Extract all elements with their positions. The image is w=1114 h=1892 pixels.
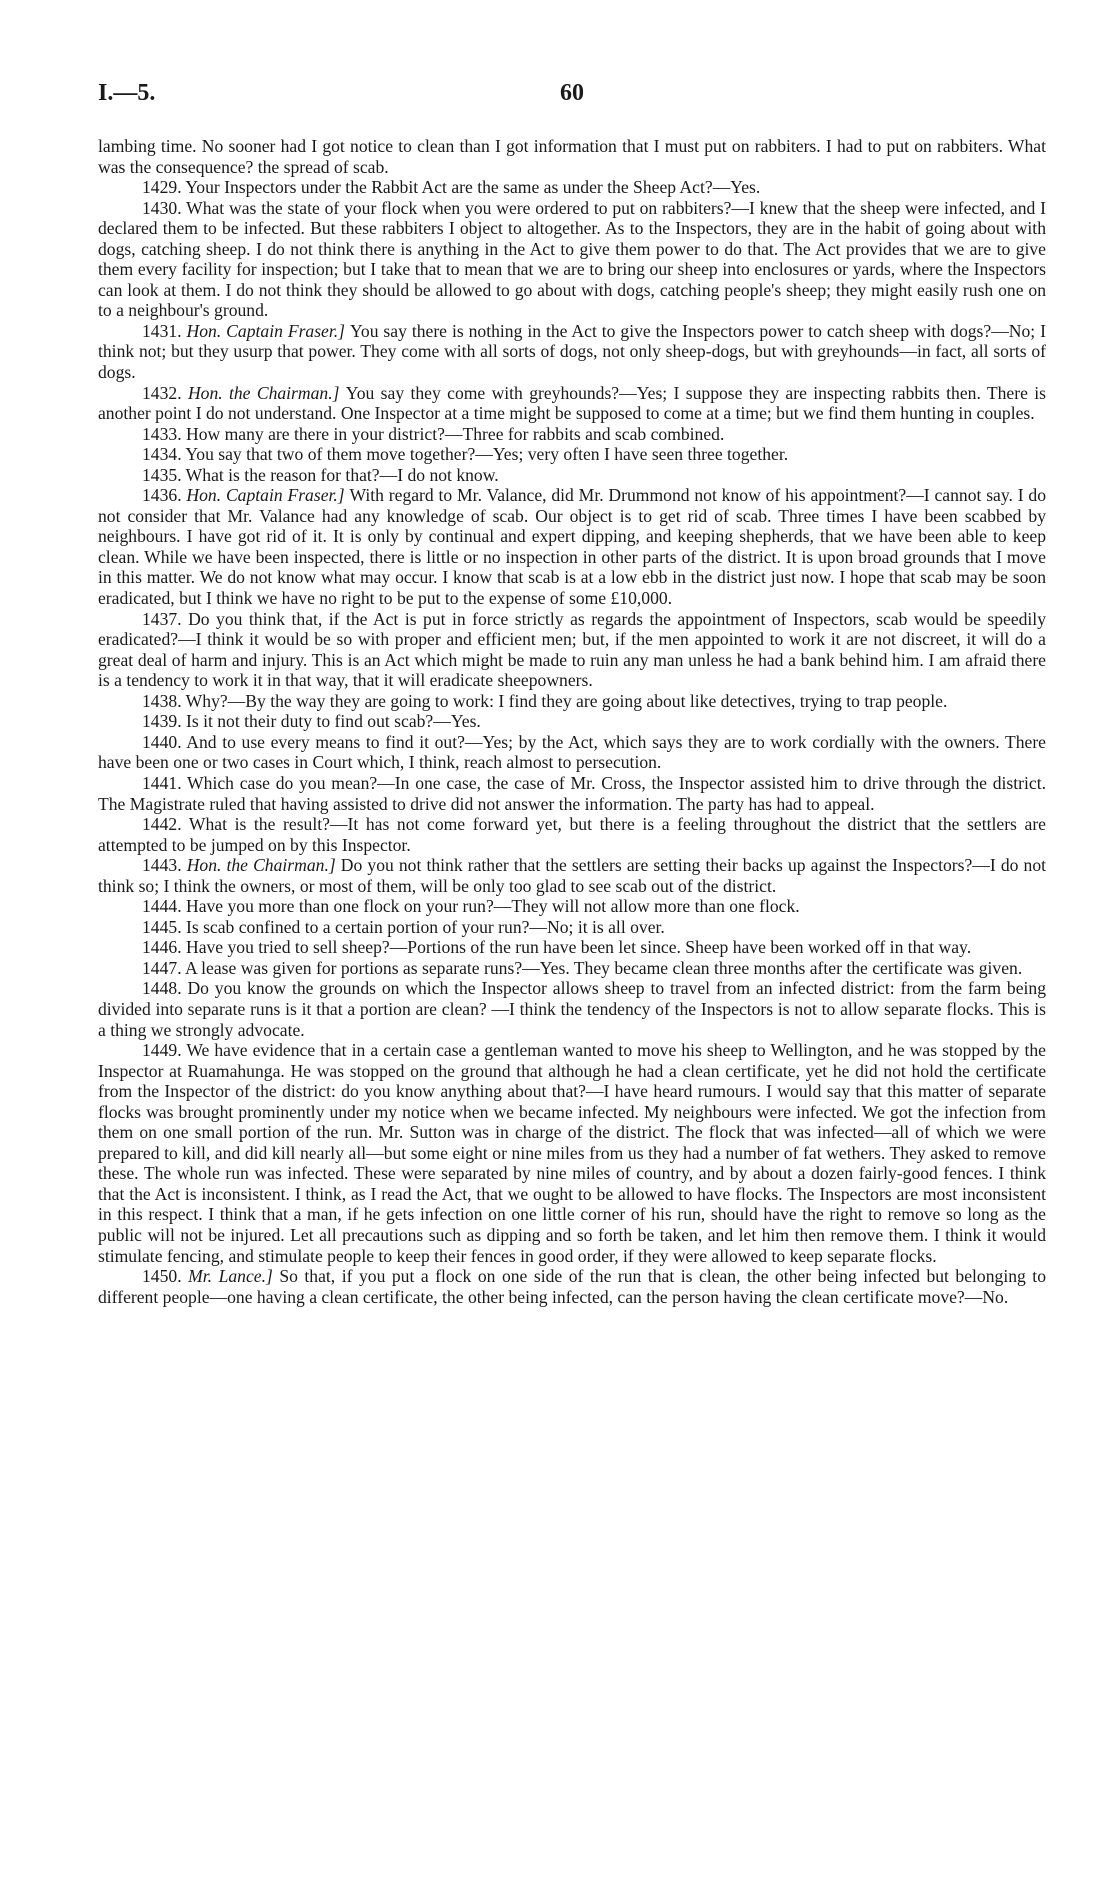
paragraph-text: Why?—By the way they are going to work: I find they are going about like detectives, trying to trap people. [185,690,948,711]
question-number: 1436. [142,485,187,506]
speaker-name: Hon. the Chairman.] [186,855,341,876]
question-number: 1442. [142,814,189,835]
question-number: 1435. [142,464,186,485]
question-number: 1430. [142,197,187,218]
page-number: 60 [560,80,584,106]
paragraph-text: What is the result?—It has not come forward yet, but there is a feeling throughout the district that the settlers are attempted to be jumped on by this Inspector. [98,814,1046,855]
question-number: 1432. [142,382,188,403]
paragraph-text: Have you tried to sell sheep?—Portions of the run have been let since. Sheep have been worked off in that way. [185,937,972,958]
question-number: 1439. [142,711,186,732]
question-1439 [98,711,1046,732]
paragraph-text: Do you think that, if the Act is put in force strictly as regards the appointment of Inspectors, scab would be speedily eradicated?—I think it would be so with proper and efficient men; but, if the men appointed to work it are not discreet, it will do a great deal of harm and injury. This is an Act which might be made to ruin any man unless he had a bank behind him. I am afraid there is a tendency to work it in that way, that it will eradicate sheepowners. [98,608,1046,691]
question-number: 1431. [142,320,187,341]
paragraph-text: With regard to Mr. Valance, did Mr. Drummond not know of his appointment?—I cannot say. I do not consider that Mr. Valance had any knowledge of scab. Our object is to get rid of scab. Three times I have been scabbed by neighbours. I have got rid of it. It is only by continual and expert dipping, and keeping shepherds, that we have been able to keep clean. While we have been inspected, there is little or no inspection in other parts of the district. It is upon broad grounds that I move in this matter. We do not know what may occur. I know that scab is at a low ebb in the district just now. I hope that scab may be soon eradicated, but I think we have no right to be put to the expense of some £10,000. [98,485,1047,609]
question-number: 1429. [142,177,186,198]
paragraph-text: Is it not their duty to find out scab?—Yes. [185,711,481,732]
question-1441 [98,773,1046,814]
speaker-name: Mr. Lance.] [188,1266,280,1287]
question-number: 1448. [142,978,188,999]
question-1448 [98,978,1046,1040]
paragraph-text: Which case do you mean?—In one case, the case of Mr. Cross, the Inspector assisted him to drive through the district. The Magistrate ruled that having assisted to drive did not answer the information. The party has had to appeal. [98,772,1046,814]
question-1432 [98,383,1046,424]
question-1430 [98,198,1046,321]
question-1447 [98,958,1046,979]
question-number: 1437. [142,608,189,629]
question-number: 1434. [142,444,186,465]
paragraph-text: What was the state of your flock when you were ordered to put on rabbiters?—I knew that the sheep were infected, and I declared them to be infected. But these rabbiters I object to altogether. As to the Inspectors, they are in the habit of going about with dogs, catching sheep. I do not think there is anything in the Act to give them power to do that. The Act provides that we are to give them every facility for inspection; but I take that to mean that we are to bring our sheep into enclosures or yards, where the Inspectors can look at them. I do not think they should be allowed to go about with dogs, catching people's sheep; they might easily rush one on to a neighbour's ground. [98,197,1046,321]
paragraph-text: Is scab confined to a certain portion of your run?—No; it is all over. [185,916,665,937]
question-1429 [98,177,1046,198]
paragraph-text: Have you more than one flock on your run?—They will not allow more than one flock. [185,896,800,917]
question-1446 [98,937,1046,958]
paragraph-text: We have evidence that in a certain case a gentleman wanted to move his sheep to Wellington, and he was stopped by the Inspector at Ruamahunga. He was stopped on the ground that although he had a clean certificate, yet he did not hold the certificate from the Inspector of the district: do you know anything about that?—I have heard rumours. I would say that this matter of separate flocks was brought prominently under my notice when we became infected. My neighbours were infected. We got the infection from them on one small portion of the run. Mr. Sutton was in charge of the district. The flock that was infected—all of which we were prepared to kill, and did kill nearly all—but some eight or nine miles from us they had a number of fat wethers. They asked to remove these. The whole run was infected. These were separated by nine miles of country, and by about a dozen fairly-good fences. I think that the Act is inconsistent. I think, as I read the Act, that we ought to be allowed to have flocks. The Inspectors are most inconsistent in this respect. I think that a man, if he gets infection on one little corner of his run, should have the right to remove so long as the public will not be injured. Let all precautions such as dipping and so forth be taken, and let him then remove them. I think it would stimulate fencing, and stimulate people to keep their fences in good order, if they were allowed to keep separate flocks. [98,1040,1046,1266]
speaker-name: Hon. Captain Fraser.] [186,320,350,341]
paragraph-text: You say there is nothing in the Act to give the Inspectors power to catch sheep with dogs?—No; I think not; but they usurp that power. They come with all sorts of dogs, not only sheep-dogs, but with greyhounds—in fact, all sorts of dogs. [98,320,1046,383]
question-1438 [98,691,1046,712]
page-header [98,80,1046,116]
question-number: 1449. [142,1040,187,1061]
question-number: 1450. [142,1266,189,1287]
question-number: 1438. [142,690,186,711]
paragraph-text: And to use every means to find it out?—Yes; by the Act, which says they are to work cordially with the owners. There have been one or two cases in Court which, I think, reach almost to persecution. [98,731,1046,773]
question-number: 1445. [142,916,186,937]
paragraph-text: So that, if you put a flock on one side of the run that is clean, the other being infected but belonging to different people—one having a clean certificate, the other being infected, can the person having the clean certificate move?—No. [98,1266,1046,1307]
parliamentary-paper-reference: I.—5. [98,80,156,106]
question-1444 [98,896,1046,917]
paragraph-text: Do you not think rather that the settlers are setting their backs up against the Inspectors?—I do not think so; I think the owners, or most of them, will be only too glad to see scab out of the district. [98,855,1047,896]
question-number: 1440. [142,731,187,752]
question-1433 [98,424,1046,445]
question-1450 [98,1266,1046,1307]
question-number: 1443. [142,855,187,876]
paragraph-text: Do you know the grounds on which the Inspector allows sheep to travel from an infected district: from the farm being divided into separate runs is it that a portion are clean? —I think the tendency of the Inspectors is not to allow separate flocks. This is a thing we strongly advocate. [98,978,1047,1040]
question-1440 [98,732,1046,773]
paragraph-text: lambing time. No sooner had I got notice to clean than I got information that I must put on rabbiters. I had to put on rabbiters. What was the consequence? the spread of scab. [98,136,1046,177]
question-number: 1447. [142,957,186,978]
question-1436 [98,485,1046,608]
question-1449 [98,1040,1046,1266]
question-number: 1444. [142,896,186,917]
question-1434 [98,444,1046,465]
question-number: 1446. [142,937,186,958]
paragraph-text: Your Inspectors under the Rabbit Act are the same as under the Sheep Act?—Yes. [185,177,761,198]
paragraph-text: You say that two of them move together?—Yes; very often I have seen three together. [185,444,789,465]
paragraph-text: How many are there in your district?—Three for rabbits and scab combined. [185,423,725,444]
question-1445 [98,917,1046,938]
paragraph-text: You say they come with greyhounds?—Yes; I suppose they are inspecting rabbits then. There is another point I do not understand. One Inspector at a time might be supposed to come at a time; but we find them hunting in couples. [98,382,1046,424]
question-1435 [98,465,1046,486]
question-1442 [98,814,1046,855]
question-1443 [98,855,1046,896]
question-number: 1433. [142,423,186,444]
paragraph-text: A lease was given for portions as separate runs?—Yes. They became clean three months after the certificate was given. [185,957,1023,978]
minutes-of-evidence [98,136,1046,1307]
question-1437 [98,609,1046,691]
speaker-name: Hon. the Chairman.] [187,382,346,403]
question-1431 [98,321,1046,383]
continued-answer [98,136,1046,177]
speaker-name: Hon. Captain Fraser.] [186,485,350,506]
question-number: 1441. [142,772,188,793]
paragraph-text: What is the reason for that?—I do not know. [185,464,499,485]
